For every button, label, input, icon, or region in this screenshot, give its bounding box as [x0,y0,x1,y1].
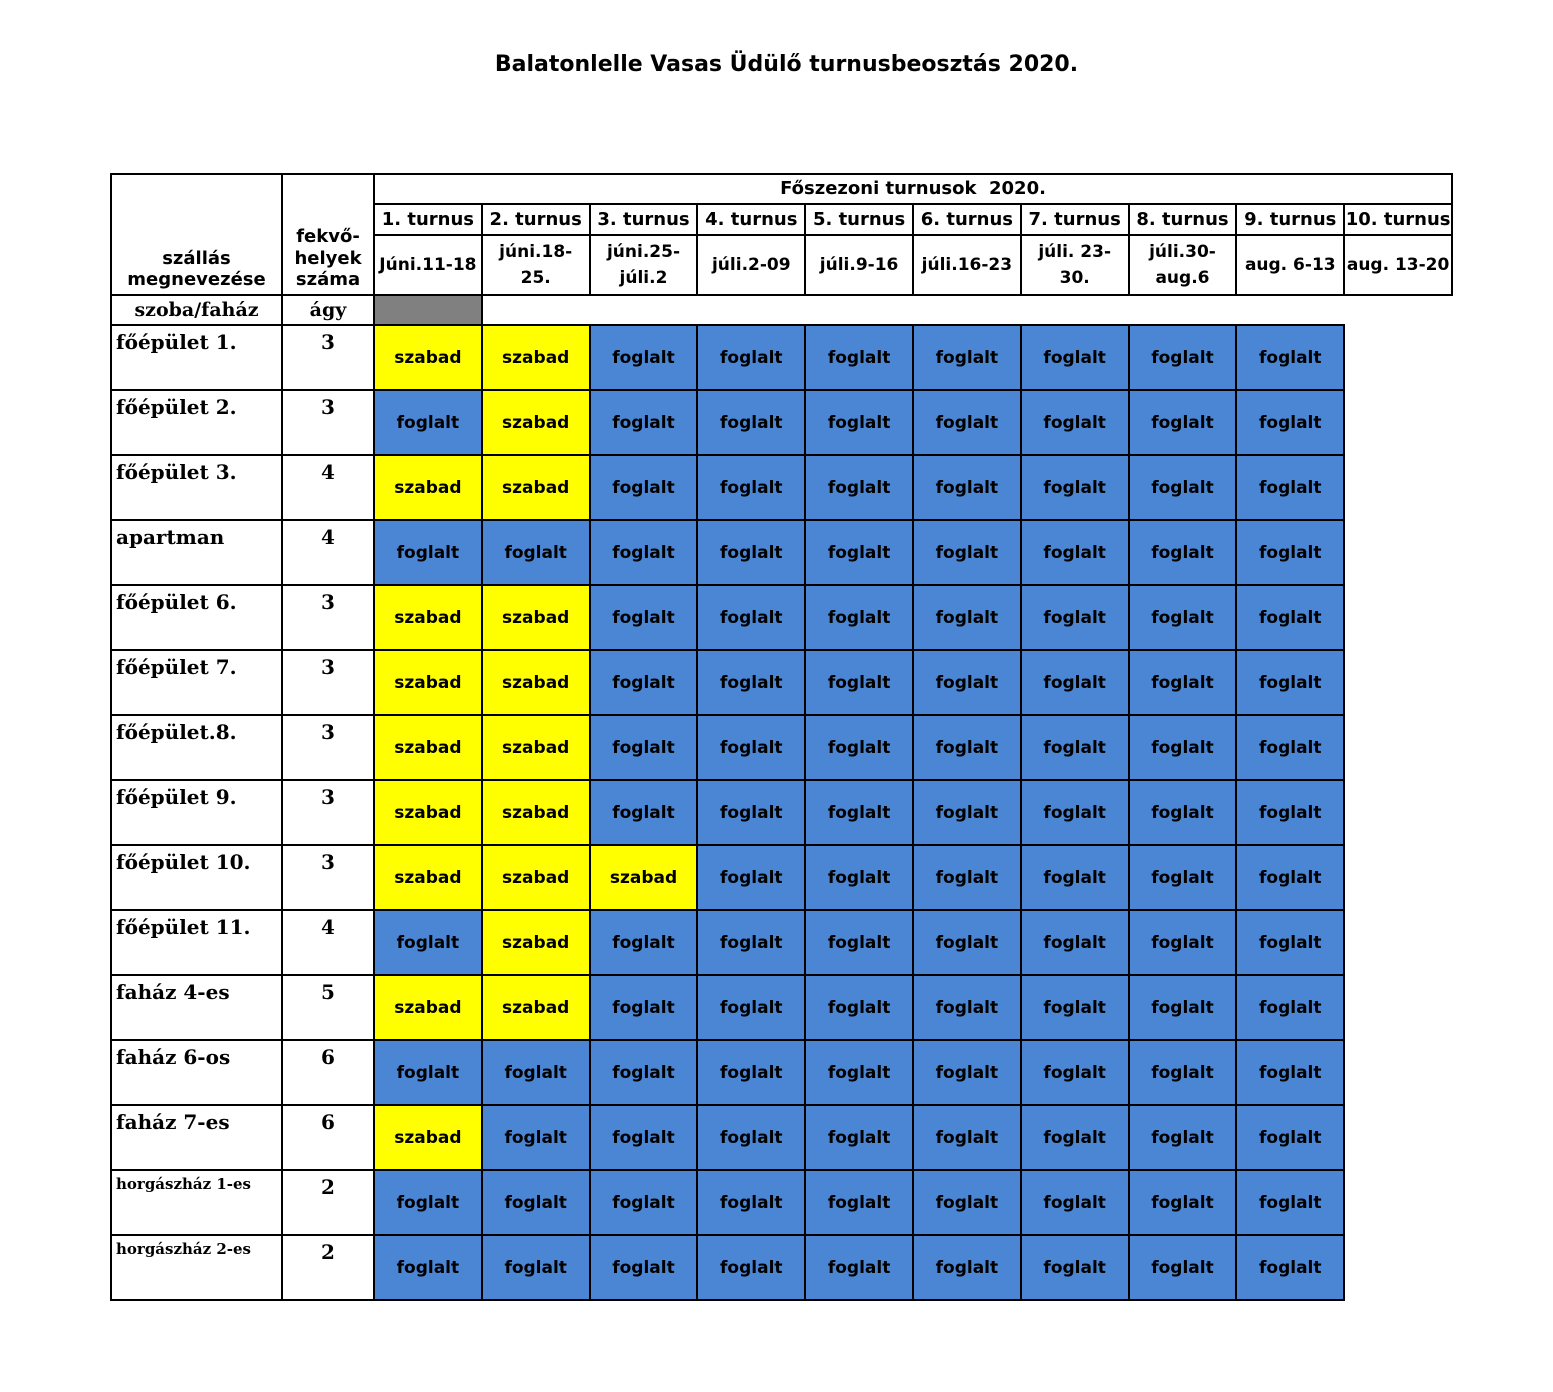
status-cell-foglalt: foglalt [590,455,698,520]
status-cell-foglalt: foglalt [805,455,913,520]
room-name: faház 6-os [111,1040,282,1105]
status-cell-foglalt: foglalt [805,1105,913,1170]
status-cell-foglalt: foglalt [1129,585,1237,650]
table-row [111,325,1452,390]
turnus-date-line-1: júli.9-16 [819,254,899,275]
status-cell-szabad: szabad [482,455,590,520]
table-row [111,975,1452,1040]
status-cell-foglalt: foglalt [1129,455,1237,520]
status-cell-foglalt: foglalt [805,1170,913,1235]
status-cell-szabad: szabad [482,325,590,390]
status-cell-foglalt: foglalt [1129,325,1237,390]
status-cell-szabad: szabad [482,845,590,910]
turnus-date-line-1: Júni.11-18 [379,254,477,275]
status-cell-foglalt: foglalt [697,715,805,780]
turnus-header: 5. turnus [805,204,913,235]
status-cell-szabad: szabad [482,780,590,845]
status-cell-szabad: szabad [374,715,482,780]
status-cell-foglalt: foglalt [1021,390,1129,455]
status-cell-foglalt: foglalt [482,1235,590,1300]
status-cell-foglalt: foglalt [697,910,805,975]
status-cell-foglalt: foglalt [805,1235,913,1300]
status-cell-szabad: szabad [374,780,482,845]
beds-subheader: ágy [282,295,374,325]
status-cell-foglalt: foglalt [1129,715,1237,780]
room-name: főépület 2. [111,390,282,455]
status-cell-foglalt: foglalt [590,715,698,780]
status-cell-foglalt: foglalt [697,650,805,715]
name-header-line-2: megnevezése [127,269,266,291]
status-cell-foglalt: foglalt [1021,1040,1129,1105]
status-cell-foglalt: foglalt [1129,1040,1237,1105]
room-name: főépület 1. [111,325,282,390]
status-cell-foglalt: foglalt [1129,845,1237,910]
status-cell-foglalt: foglalt [697,455,805,520]
beds-header-line-2: helyek [294,247,362,269]
turnus-dates [374,235,482,295]
turnus-date-line-2: júli.2 [619,268,668,288]
status-cell-foglalt: foglalt [374,1040,482,1105]
bed-count: 3 [282,780,374,845]
season-header: Főszezoni turnusok 2020. [374,174,1452,204]
turnus-header: 8. turnus [1129,204,1237,235]
turnus-header: 1. turnus [374,204,482,235]
status-cell-foglalt: foglalt [913,325,1021,390]
status-cell-foglalt: foglalt [1236,650,1344,715]
status-cell-foglalt: foglalt [1021,780,1129,845]
turnus-dates [1344,235,1452,295]
status-cell-szabad: szabad [482,715,590,780]
status-cell-foglalt: foglalt [1236,1170,1344,1235]
status-cell-foglalt: foglalt [1236,910,1344,975]
status-cell-foglalt: foglalt [913,975,1021,1040]
table-row [111,780,1452,845]
status-cell-foglalt: foglalt [374,390,482,455]
status-cell-foglalt: foglalt [482,1170,590,1235]
turnus-date-line-1: aug. 13-20 [1346,254,1450,275]
turnus-dates [482,235,590,295]
header-row-season [111,174,1452,204]
bed-count: 4 [282,455,374,520]
bed-count: 4 [282,520,374,585]
table-row [111,390,1452,455]
status-cell-foglalt: foglalt [805,585,913,650]
status-cell-foglalt: foglalt [1129,1235,1237,1300]
status-cell-foglalt: foglalt [1021,325,1129,390]
beds-header-line-1: fekvő- [296,226,360,248]
status-cell-foglalt: foglalt [482,1105,590,1170]
status-cell-foglalt: foglalt [913,780,1021,845]
room-name: faház 7-es [111,1105,282,1170]
status-cell-foglalt: foglalt [1236,390,1344,455]
status-cell-foglalt: foglalt [805,780,913,845]
status-cell-szabad: szabad [482,975,590,1040]
status-cell-foglalt: foglalt [1129,1170,1237,1235]
status-cell-foglalt: foglalt [590,1170,698,1235]
status-cell-foglalt: foglalt [805,650,913,715]
status-cell-foglalt: foglalt [1021,650,1129,715]
status-cell-foglalt: foglalt [913,1040,1021,1105]
status-cell-foglalt: foglalt [913,715,1021,780]
status-cell-foglalt: foglalt [590,1105,698,1170]
status-cell-foglalt: foglalt [1236,520,1344,585]
turnus-header: 7. turnus [1021,204,1129,235]
turnus-dates [805,235,913,295]
turnus-dates [1021,235,1129,295]
status-cell-foglalt: foglalt [697,390,805,455]
room-name: főépület 6. [111,585,282,650]
bed-count: 5 [282,975,374,1040]
status-cell-szabad: szabad [482,910,590,975]
status-cell-foglalt: foglalt [1236,975,1344,1040]
room-name: főépület 11. [111,910,282,975]
status-cell-foglalt: foglalt [1129,975,1237,1040]
status-cell-foglalt: foglalt [913,1105,1021,1170]
bed-count: 3 [282,325,374,390]
turnus-date-line-1: aug. 6-13 [1244,254,1336,275]
status-cell-foglalt: foglalt [1129,650,1237,715]
status-cell-foglalt: foglalt [913,1170,1021,1235]
status-cell-foglalt: foglalt [1236,715,1344,780]
turnus-date-line-2: 30. [1059,268,1090,288]
room-name: főépület 7. [111,650,282,715]
table-row [111,1040,1452,1105]
status-cell-foglalt: foglalt [1129,520,1237,585]
table-row [111,910,1452,975]
status-cell-foglalt: foglalt [805,390,913,455]
status-cell-foglalt: foglalt [913,910,1021,975]
status-cell-foglalt: foglalt [805,520,913,585]
status-cell-foglalt: foglalt [1236,845,1344,910]
status-cell-foglalt: foglalt [913,520,1021,585]
status-cell-foglalt: foglalt [1129,390,1237,455]
table-row [111,715,1452,780]
status-cell-szabad: szabad [374,1105,482,1170]
room-name: főépület 10. [111,845,282,910]
turnus-header: 6. turnus [913,204,1021,235]
beds-header-line-3: száma [295,269,361,291]
turnus-date-line-1: júni.18- [499,241,573,262]
bed-count: 4 [282,910,374,975]
status-cell-szabad: szabad [590,845,698,910]
turnus-date-line-2: aug.6 [1155,268,1210,288]
header-row-sub [111,295,1452,325]
turnus-header: 10. turnus [1344,204,1452,235]
status-cell-foglalt: foglalt [590,1235,698,1300]
status-cell-foglalt: foglalt [913,390,1021,455]
status-cell-foglalt: foglalt [913,1235,1021,1300]
status-cell-foglalt: foglalt [374,520,482,585]
status-cell-foglalt: foglalt [590,1040,698,1105]
status-cell-foglalt: foglalt [1236,325,1344,390]
status-cell-foglalt: foglalt [913,585,1021,650]
status-cell-foglalt: foglalt [482,520,590,585]
bed-count: 3 [282,845,374,910]
turnus-dates [1236,235,1344,295]
bed-count: 2 [282,1170,374,1235]
status-cell-foglalt: foglalt [697,1235,805,1300]
status-cell-foglalt: foglalt [697,975,805,1040]
table-row [111,455,1452,520]
status-cell-foglalt: foglalt [913,845,1021,910]
status-cell-foglalt: foglalt [590,325,698,390]
status-cell-foglalt: foglalt [1129,910,1237,975]
status-cell-foglalt: foglalt [805,1040,913,1105]
status-cell-foglalt: foglalt [1236,1040,1344,1105]
status-cell-foglalt: foglalt [1236,1235,1344,1300]
status-cell-szabad: szabad [374,650,482,715]
status-cell-foglalt: foglalt [697,585,805,650]
bed-count: 2 [282,1235,374,1300]
closed-turnus-column [374,295,482,325]
turnus-header: 4. turnus [697,204,805,235]
status-cell-foglalt: foglalt [805,715,913,780]
turnus-header: 3. turnus [590,204,698,235]
status-cell-foglalt: foglalt [1021,715,1129,780]
status-cell-foglalt: foglalt [590,780,698,845]
page-title: Balatonlelle Vasas Üdülő turnusbeosztás 2020. [494,52,1079,77]
status-cell-szabad: szabad [374,585,482,650]
room-name: apartman [111,520,282,585]
status-cell-foglalt: foglalt [590,585,698,650]
status-cell-foglalt: foglalt [1021,1170,1129,1235]
status-cell-foglalt: foglalt [805,325,913,390]
status-cell-szabad: szabad [374,325,482,390]
table-row [111,1235,1452,1300]
status-cell-foglalt: foglalt [482,1040,590,1105]
table-row [111,1105,1452,1170]
status-cell-foglalt: foglalt [697,325,805,390]
status-cell-foglalt: foglalt [1236,455,1344,520]
status-cell-foglalt: foglalt [1236,1105,1344,1170]
beds-header [282,174,374,295]
bed-count: 3 [282,650,374,715]
room-name: főépület 9. [111,780,282,845]
turnus-dates [590,235,698,295]
table-row [111,585,1452,650]
status-cell-szabad: szabad [374,975,482,1040]
status-cell-foglalt: foglalt [374,910,482,975]
turnus-date-line-1: júli. 23- [1038,241,1112,262]
status-cell-foglalt: foglalt [1129,780,1237,845]
status-cell-foglalt: foglalt [1129,1105,1237,1170]
status-cell-foglalt: foglalt [913,650,1021,715]
turnus-date-line-1: júni.25- [606,241,680,262]
status-cell-foglalt: foglalt [805,910,913,975]
status-cell-foglalt: foglalt [1236,780,1344,845]
status-cell-foglalt: foglalt [697,1040,805,1105]
status-cell-foglalt: foglalt [590,975,698,1040]
turnus-date-line-1: júli.16-23 [921,254,1013,275]
status-cell-foglalt: foglalt [1021,455,1129,520]
status-cell-foglalt: foglalt [1021,845,1129,910]
bed-count: 3 [282,585,374,650]
room-name: horgászház 2-es [111,1235,282,1300]
turnus-date-line-1: júli.2-09 [711,254,791,275]
status-cell-foglalt: foglalt [374,1170,482,1235]
turnus-header: 2. turnus [482,204,590,235]
status-cell-foglalt: foglalt [697,1105,805,1170]
status-cell-szabad: szabad [374,455,482,520]
status-cell-szabad: szabad [482,390,590,455]
table-row [111,1170,1452,1235]
room-name: főépület.8. [111,715,282,780]
table-row [111,650,1452,715]
status-cell-foglalt: foglalt [697,520,805,585]
status-cell-foglalt: foglalt [1021,520,1129,585]
status-cell-foglalt: foglalt [1021,910,1129,975]
turnus-dates [697,235,805,295]
status-cell-foglalt: foglalt [913,455,1021,520]
turnus-header: 9. turnus [1236,204,1344,235]
turnus-date-line-2: 25. [520,268,551,288]
status-cell-foglalt: foglalt [1021,975,1129,1040]
schedule-table [110,173,1453,1301]
status-cell-foglalt: foglalt [590,520,698,585]
name-header [111,174,282,295]
status-cell-foglalt: foglalt [697,845,805,910]
bed-count: 3 [282,390,374,455]
name-subheader: szoba/faház [111,295,282,325]
status-cell-foglalt: foglalt [1021,585,1129,650]
status-cell-foglalt: foglalt [590,390,698,455]
status-cell-foglalt: foglalt [374,1235,482,1300]
room-name: faház 4-es [111,975,282,1040]
name-header-line-1: szállás [162,247,231,269]
table-row [111,520,1452,585]
bed-count: 6 [282,1040,374,1105]
bed-count: 6 [282,1105,374,1170]
room-name: főépület 3. [111,455,282,520]
turnus-date-line-1: júli.30- [1149,241,1216,262]
status-cell-szabad: szabad [374,845,482,910]
turnus-dates [1129,235,1237,295]
status-cell-foglalt: foglalt [697,780,805,845]
status-cell-foglalt: foglalt [1021,1105,1129,1170]
status-cell-foglalt: foglalt [1236,585,1344,650]
table-row [111,845,1452,910]
bed-count: 3 [282,715,374,780]
status-cell-foglalt: foglalt [697,1170,805,1235]
turnus-dates [913,235,1021,295]
status-cell-szabad: szabad [482,650,590,715]
status-cell-foglalt: foglalt [805,975,913,1040]
status-cell-foglalt: foglalt [805,845,913,910]
room-name: horgászház 1-es [111,1170,282,1235]
status-cell-foglalt: foglalt [590,910,698,975]
status-cell-foglalt: foglalt [590,650,698,715]
status-cell-foglalt: foglalt [1021,1235,1129,1300]
status-cell-szabad: szabad [482,585,590,650]
